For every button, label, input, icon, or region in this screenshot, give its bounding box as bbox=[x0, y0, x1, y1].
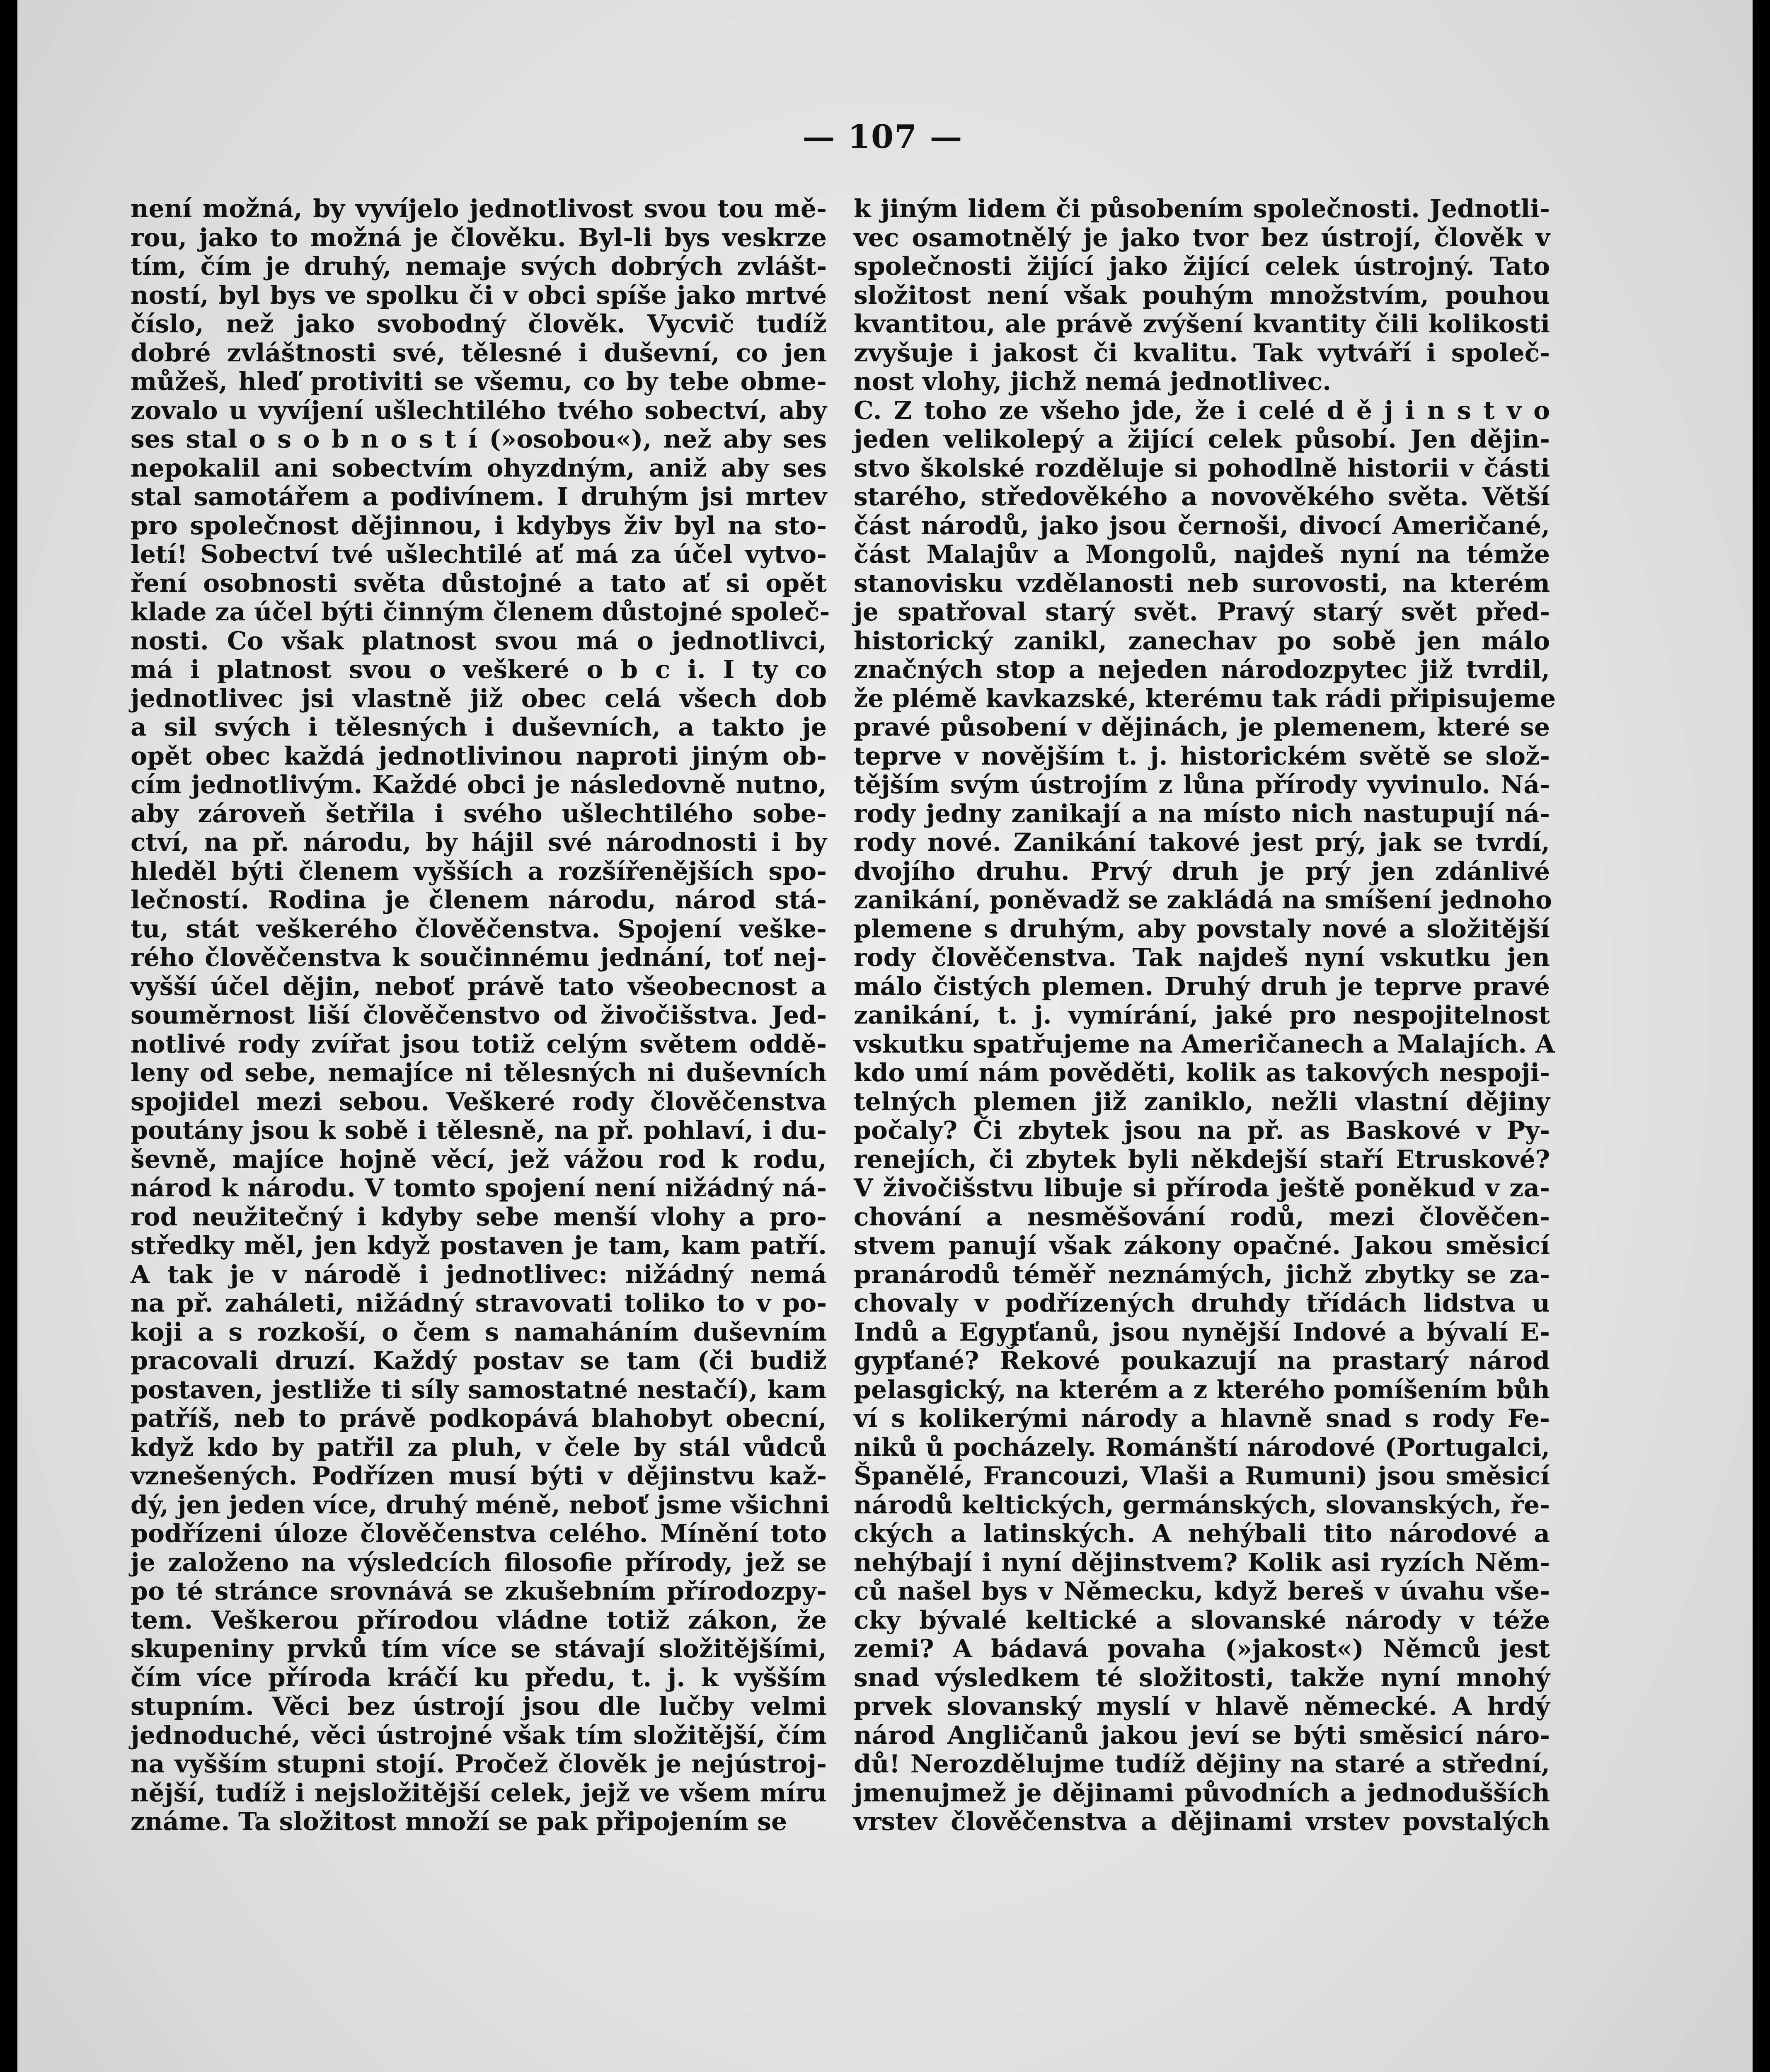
text-line: nehýbají i nyní dějinstvem? Kolik asi ryzích Něm- bbox=[854, 1548, 1550, 1577]
text-line: niků ů pocházely. Románští národové (Portugalci, bbox=[854, 1433, 1550, 1462]
text-line: na vyšším stupni stojí. Pročež člověk je nejústroj- bbox=[131, 1750, 827, 1779]
text-line: telných plemen již zaniklo, nežli vlastní dějiny bbox=[854, 1087, 1550, 1116]
text-line: Španělé, Francouzi, Vlaši a Rumuni) jsou směsicí bbox=[854, 1462, 1550, 1491]
text-line: rody člověčenstva. Tak najdeš nyní vskutku jen bbox=[854, 943, 1550, 972]
scan-border-left bbox=[0, 0, 17, 2072]
text-line: ností, byl bys ve spolku či v obci spíše jako mrtvé bbox=[131, 281, 827, 310]
text-line: není možná, by vyvíjelo jednotlivost svou tou mě- bbox=[131, 194, 827, 223]
text-line: na př. zaháleti, nižádný stravovati toliko to v po- bbox=[131, 1289, 827, 1318]
text-line: po té stránce srovnává se zkušebním přírodozpy- bbox=[131, 1577, 827, 1606]
text-line: že plémě kavkazské, kterému tak rádi připisujeme bbox=[854, 684, 1556, 713]
text-line: starého, středověkého a novověkého světa. Větší bbox=[854, 482, 1550, 511]
text-line: má i platnost svou o veškeré o b c i. I ty co bbox=[131, 655, 827, 684]
text-line: rod neužitečný i kdyby sebe menší vlohy a pro- bbox=[131, 1202, 827, 1232]
text-line: nepokalil ani sobectvím ohyzdným, aniž aby ses bbox=[131, 453, 827, 483]
text-line: poutány jsou k sobě i tělesně, na př. pohlaví, i du- bbox=[131, 1116, 827, 1145]
text-line: stvem panují však zákony opačné. Jakou směsicí bbox=[854, 1231, 1550, 1260]
text-line: historický zanikl, zanechav po sobě jen málo bbox=[854, 626, 1550, 656]
text-line: vznešených. Podřízen musí býti v dějinstvu kaž- bbox=[131, 1462, 827, 1491]
text-line: rody jedny zanikají a na místo nich nastupují ná- bbox=[854, 799, 1550, 828]
text-line: rody nové. Zanikání takové jest prý, jak se tvrdí, bbox=[854, 828, 1550, 857]
text-line: spojidel mezi sebou. Veškeré rody člověčenstva bbox=[131, 1087, 827, 1116]
text-line: notlivé rody zvířat jsou totiž celým světem oddě- bbox=[131, 1029, 827, 1059]
page-number: — 107 — bbox=[802, 118, 963, 156]
text-line: V živočišstvu libuje si příroda ještě poněkud v za- bbox=[854, 1174, 1550, 1203]
text-line: vec osamotnělý je jako tvor bez ústrojí, člověk v bbox=[854, 223, 1550, 252]
text-line: pelasgický, na kterém a z kterého pomíšením bůh bbox=[854, 1375, 1550, 1404]
text-line: část Malajův a Mongolů, najdeš nyní na témže bbox=[854, 540, 1550, 569]
text-line: tu, stát veškerého člověčenstva. Spojení veške- bbox=[131, 914, 827, 944]
text-line: postaven, jestliže ti síly samostatné nestačí), kam bbox=[131, 1375, 827, 1404]
text-line: zovalo u vyvíjení ušlechtilého tvého sobectví, aby bbox=[131, 396, 827, 425]
text-line: patříš, neb to právě podkopává blahobyt obecní, bbox=[131, 1404, 827, 1433]
text-line: zvyšuje i jakost či kvalitu. Tak vytváří i společ- bbox=[854, 338, 1550, 368]
text-line: teprve v novějším t. j. historickém světě se slož- bbox=[854, 741, 1550, 771]
text-line: ctví, na př. národu, by hájil své národnosti i by bbox=[131, 828, 827, 857]
text-line: nější, tudíž i nejsložitější celek, jejž ve všem míru bbox=[131, 1778, 827, 1808]
text-line: klade za účel býti činným členem důstojné společ- bbox=[131, 598, 830, 627]
text-line: cky bývalé keltické a slovanské národy v téže bbox=[854, 1605, 1550, 1635]
text-line: tím, čím je druhý, nemaje svých dobrých zvlášt- bbox=[131, 252, 827, 281]
text-line: rou, jako to možná je člověku. Byl-li bys veskrze bbox=[131, 223, 827, 252]
text-line: tějším svým ústrojím z lůna přírody vyvinulo. Ná- bbox=[854, 770, 1550, 799]
text-line: je spatřoval starý svět. Pravý starý svět před- bbox=[854, 598, 1550, 627]
text-line: společnosti žijící jako žijící celek ústrojný. Tato bbox=[854, 252, 1550, 281]
text-line: koji a s rozkoší, o čem s namaháním duševním bbox=[131, 1317, 827, 1347]
text-line: stupním. Věci bez ústrojí jsou dle lučby velmi bbox=[131, 1692, 827, 1721]
text-line: podřízeni úloze člověčenstva celého. Mínění toto bbox=[131, 1519, 827, 1548]
text-line: středky měl, jen když postaven je tam, kam patří. bbox=[131, 1231, 827, 1260]
text-line: dvojího druhu. Prvý druh je prý jen zdánlivé bbox=[854, 857, 1550, 886]
text-line: ševně, majíce hojně věcí, jež vážou rod k rodu, bbox=[131, 1145, 827, 1174]
text-line: k jiným lidem či působením společnosti. Jednotli- bbox=[854, 194, 1550, 223]
text-line: ví s kolikerými národy a hlavně snad s rody Fe- bbox=[854, 1404, 1550, 1433]
text-line: národů keltických, germánských, slovanských, ře- bbox=[854, 1490, 1550, 1520]
right-text-column bbox=[854, 194, 1556, 1837]
text-line: ses stal o s o b n o s t í (»osobou«), než aby ses bbox=[131, 425, 827, 454]
text-line: lečností. Rodina je členem národu, národ stá- bbox=[131, 886, 827, 915]
text-line: aby zároveň šetřila i svého ušlechtilého sobe- bbox=[131, 799, 827, 828]
text-line: pranárodů téměř neznámých, jichž zbytky se za- bbox=[854, 1260, 1550, 1289]
text-line: ců našel bys v Německu, když bereš v úvahu vše- bbox=[854, 1577, 1550, 1606]
text-line: složitost není však pouhým množstvím, pouhou bbox=[854, 281, 1550, 310]
text-line: leny od sebe, nemajíce ni tělesných ni duševních bbox=[131, 1058, 827, 1087]
text-line: čím více příroda kráčí ku předu, t. j. k vyšším bbox=[131, 1663, 827, 1692]
text-line: dobré zvláštnosti své, tělesné i duševní, co jen bbox=[131, 338, 827, 368]
text-line: vskutku spatřujeme na Američanech a Malajích. A bbox=[854, 1029, 1555, 1059]
text-line: můžeš, hleď protiviti se všemu, co by tebe obme- bbox=[131, 367, 827, 396]
text-line: dů! Nerozdělujme tudíž dějiny na staré a střední, bbox=[854, 1750, 1550, 1779]
text-line: pro společnost dějinnou, i kdybys živ byl na sto- bbox=[131, 511, 827, 540]
text-line: jednotlivec jsi vlastně již obec celá všech dob bbox=[131, 684, 827, 713]
text-line: souměrnost liší člověčenstvo od živočišstva. Jed- bbox=[131, 1001, 827, 1030]
text-line: dý, jen jeden více, druhý méně, neboť jsme všichni bbox=[131, 1490, 830, 1520]
text-line: národ k národu. V tomto spojení není nižádný ná- bbox=[131, 1174, 827, 1203]
text-line: plemene s druhým, aby povstaly nové a složitější bbox=[854, 914, 1550, 944]
text-line: číslo, než jako svobodný člověk. Vycvič tudíž bbox=[131, 310, 827, 339]
text-line: je založeno na výsledcích filosofie přírody, jež se bbox=[131, 1548, 827, 1577]
text-line: zanikání, poněvadž se zakládá na smíšení jednoho bbox=[854, 886, 1552, 915]
text-line: část národů, jako jsou černoši, divocí Američané, bbox=[854, 511, 1550, 540]
text-line: jeden velikolepý a žijící celek působí. Jen dějin- bbox=[854, 425, 1550, 454]
text-line: kdo umí nám pověděti, kolik as takových nespoji- bbox=[854, 1058, 1550, 1087]
text-line: známe. Ta složitost množí se pak připojením se bbox=[131, 1807, 787, 1836]
text-line: kvantitou, ale právě zvýšení kvantity čili kolikosti bbox=[854, 310, 1550, 339]
text-line: renejích, či zbytek byli někdejší staří Etruskové? bbox=[854, 1145, 1550, 1174]
text-line: nost vlohy, jichž nemá jednotlivec. bbox=[854, 367, 1332, 396]
text-line: a sil svých i tělesných i duševních, a takto je bbox=[131, 713, 827, 742]
text-line: gypťané? Řekové poukazují na prastarý národ bbox=[854, 1346, 1550, 1375]
text-line: A tak je v národě i jednotlivec: nižádný nemá bbox=[131, 1260, 827, 1289]
text-line: stvo školské rozděluje si pohodlně historii v části bbox=[854, 453, 1550, 483]
text-line: stal samotářem a podivínem. I druhým jsi mrtev bbox=[131, 482, 827, 511]
text-line: zanikání, t. j. vymírání, jaké pro nespojitelnost bbox=[854, 1001, 1550, 1030]
text-line: jmenujmež je dějinami původních a jednodušších bbox=[854, 1778, 1550, 1808]
text-line: pravé působení v dějinách, je plemenem, které se bbox=[854, 713, 1550, 742]
text-line: chovaly v podřízených druhdy třídách lidstva u bbox=[854, 1289, 1550, 1318]
text-line: ření osobnosti světa důstojné a tato ať si opět bbox=[131, 569, 827, 598]
scan-border-right bbox=[1753, 0, 1770, 2072]
text-line: vrstev člověčenstva a dějinami vrstev povstalých bbox=[854, 1807, 1550, 1836]
text-line: počaly? Či zbytek jsou na př. as Baskové v Py- bbox=[854, 1116, 1550, 1145]
text-line: snad výsledkem té složitosti, takže nyní mnohý bbox=[854, 1663, 1550, 1692]
text-line: prvek slovanský myslí v hlavě německé. A hrdý bbox=[854, 1692, 1550, 1721]
text-line: C. Z toho ze všeho jde, že i celé d ě j i n s t v o bbox=[854, 396, 1550, 425]
text-line: pracovali druzí. Každý postav se tam (či budiž bbox=[131, 1346, 827, 1375]
text-line: skupeniny prvků tím více se stávají složitějšími, bbox=[131, 1634, 827, 1663]
text-line: ckých a latinských. A nehýbali tito národové a bbox=[854, 1519, 1550, 1548]
text-line: vyšší účel dějin, neboť právě tato všeobecnost a bbox=[131, 972, 827, 1001]
text-line: cím jednotlivým. Každé obci je následovně nutno, bbox=[131, 770, 827, 799]
text-line: tem. Veškerou přírodou vládne totiž zákon, že bbox=[131, 1605, 827, 1635]
text-line: když kdo by patřil za pluh, v čele by stál vůdců bbox=[131, 1433, 827, 1462]
text-line: opět obec každá jednotlivinou naproti jiným ob- bbox=[131, 741, 827, 771]
text-line: nosti. Co však platnost svou má o jednotlivci, bbox=[131, 626, 827, 656]
text-line: hleděl býti členem vyšších a rozšířenějších spo- bbox=[131, 857, 827, 886]
left-text-column bbox=[131, 194, 830, 1837]
text-line: Indů a Egypťanů, jsou nynější Indové a bývalí E- bbox=[854, 1317, 1550, 1347]
text-line: málo čistých plemen. Druhý druh je teprve pravé bbox=[854, 972, 1550, 1001]
text-line: stanovisku vzdělanosti neb surovosti, na kterém bbox=[854, 569, 1550, 598]
text-line: zemi? A bádavá povaha (»jakost«) Němců jest bbox=[854, 1634, 1550, 1663]
text-line: značných stop a nejeden národozpytec již tvrdil, bbox=[854, 655, 1550, 684]
text-line: jednoduché, věci ústrojné však tím složitější, čím bbox=[131, 1721, 827, 1750]
text-line: letí! Sobectví tvé ušlechtilé ať má za účel vytvo- bbox=[131, 540, 827, 569]
text-line: národ Angličanů jakou jeví se býti směsicí náro- bbox=[854, 1721, 1550, 1750]
text-line: rého člověčenstva k součinnému jednání, toť nej- bbox=[131, 943, 827, 972]
text-line: chování a nesměšování rodů, mezi člověčen- bbox=[854, 1202, 1550, 1232]
